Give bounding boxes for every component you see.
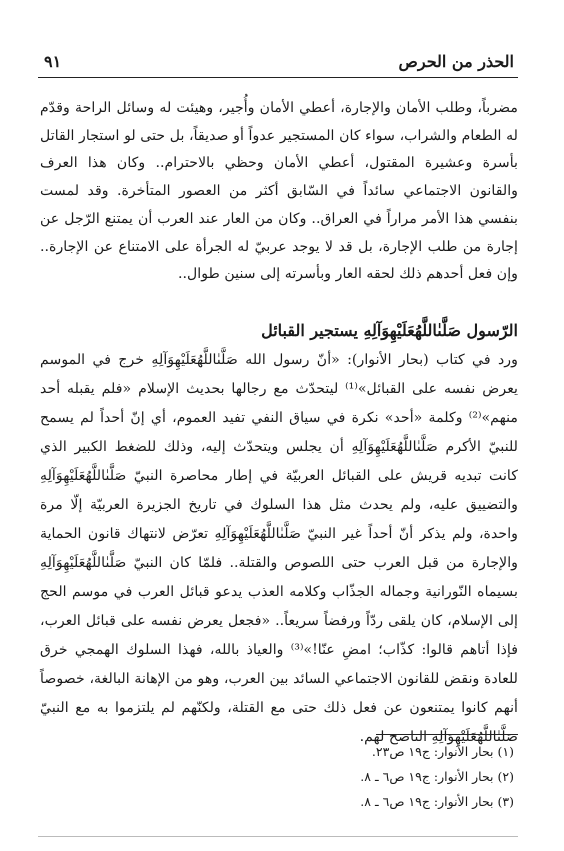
header-divider <box>38 77 518 78</box>
footnote-3: (٣) بحار الأنوار: ج١٩ ص٦ ـ ٨. <box>360 794 514 809</box>
page-header <box>38 44 518 78</box>
page-number: ٩١ <box>44 52 62 71</box>
section-body <box>40 346 518 752</box>
intro-body <box>40 95 518 289</box>
page-bottom-edge <box>38 836 518 837</box>
body-paragraph: مضرباً، وطلب الأمان والإجارة، أعطي الأمان وأُجير، وهيئت له وسائل الراحة وقدّم له الطعام والشراب، سواء كان المستجير عدواً أو صديقاً، بل حتى لو استجار القاتل بأسرة وعشيرة المقتول، أعطي الأمان وحظي بالاحترام.. وكان هذا العرف والقانون الاجتماعي سائداً في السّابق أكثر من العصور المتأخرة. وقد لمست بنفسي هذا الأمر مراراً في العراق.. وكان من العار عند العرب أن يمتنع الرّجل عن إجارة من طلب الإجارة، بل قد لا يوجد عربيّ له الجرأة على الامتناع عن الإجارة.. وإن فعل أحدهم ذلك لحقه العار وبأسرته إلى سنين طوال.. <box>40 100 518 283</box>
footnote-2: (٢) بحار الأنوار: ج١٩ ص٦ ـ ٨. <box>360 769 514 784</box>
running-title: الحذر من الحرص <box>398 52 514 71</box>
section-paragraph: ورد في كتاب (بحار الأنوار): «أنّ رسول الله صَلَّىٰاللَّهُعَلَيْهِوَآلِهِ خرج في الموسم يعرض نفسه على القبائل»⁽¹⁾ ليتحدّث مع رجالها بحديث الإسلام «فلم يقبله أحد منهم»⁽²⁾ وكلمة «أحد» نكرة في سياق النفي تفيد العموم، أي إنّ أحداً لم يسمح للنبيّ الأكرم صَلَّىٰاللَّهُعَلَيْهِوَآلِهِ أن يجلس ويتحدّث إليه، وذلك للضغط الكبير الذي كانت تبديه قريش على القبائل العربيّة في إطار محاصرة النبيّ صَلَّىٰاللَّهُعَلَيْهِوَآلِهِ والتضييق عليه، ولم يحدث مثل هذا السلوك في تاريخ الجزيرة العربيّة إلّا مرة واحدة، ولم يذكر أنّ أحداً غير النبيّ صَلَّىٰاللَّهُعَلَيْهِوَآلِهِ تعرّض لانتهاك قانون الحماية والإجارة من قبل العرب حتى اللصوص والقتلة.. فلمّا كان النبيّ صَلَّىٰاللَّهُعَلَيْهِوَآلِهِ بسيماه النّورانية وجماله الجذّاب وكلامه العذب يدعو قبائل العرب في موسم الحج إلى الإسلام، كان يلقى ردّاً ورفضاً سريعاً.. «فجعل يعرض نفسه على قبائل العرب، فإذا أتاهم قالوا: كذّاب؛ امضِ عنّا!»⁽³⁾ والعياذ بالله، فهذا السلوك الهمجي خرق للعادة ونقض للقانون الاجتماعي السائد بين العرب، وهو من الإهانة البالغة، خصوصاً أنهم كانوا يمتنعون عن فعل ذلك حتى مع القتلة، ولكنّهم لم يلتزموا به مع النبيّ صَلَّىٰاللَّهُعَلَيْهِوَآلِهِ الناصح لهم. <box>40 352 518 745</box>
section-heading: الرّسول صَلَّىٰاللَّهُعَلَيْهِوَآلِهِ يستجير القبائل <box>261 321 518 340</box>
footnote-1: (١) بحار الأنوار: ج١٩ ص٢٣. <box>371 744 514 759</box>
footnote-divider <box>376 734 518 735</box>
footnotes <box>40 739 514 814</box>
